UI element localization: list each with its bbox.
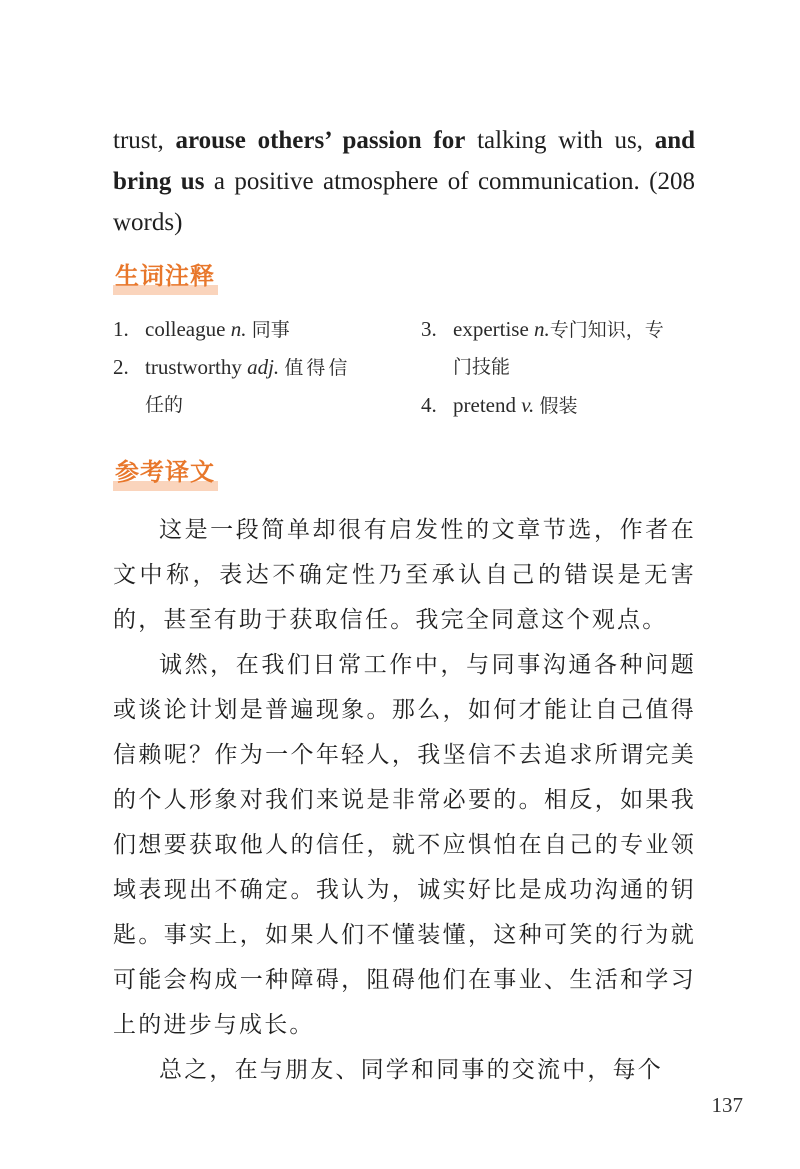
vocab-word: trustworthy — [145, 355, 242, 379]
page-number: 137 — [711, 1093, 743, 1117]
translation-text — [113, 508, 696, 1093]
vocab-word: expertise — [453, 317, 529, 341]
vocab-number: 2. — [113, 355, 129, 379]
vocab-pos: adj. — [247, 355, 280, 379]
translation-paragraph-2: 诚然，在我们日常工作中，与同事沟通各种问题或谈论计划是普遍现象。那么，如何才能让自己值得信赖呢？作为一个年轻人，我坚信不去追求所谓完美的个人形象对我们来说是非常必要的。相反，如果我们想要获取他人的信任，就不应惧怕在自己的专业领域表现出不确定。我认为，诚实好比是成功沟通的钥匙。事实上，如果人们不懂装懂，这种可笑的行为就可能会构成一种障碍，阻碍他们在事业、生活和学习上的进步与成长。 — [113, 652, 696, 1038]
bold-phrase: arouse others’ passion for — [175, 127, 466, 154]
vocab-heading: 生词注释 — [113, 256, 218, 295]
english-paragraph — [113, 120, 695, 243]
vocab-meaning: 值得信 — [284, 357, 351, 379]
vocab-meaning-cont: 任的 — [145, 394, 184, 416]
vocab-number: 4. — [421, 393, 437, 417]
vocab-pos: n. — [534, 317, 550, 341]
vocab-word: pretend — [453, 393, 516, 417]
translation-paragraph-1: 这是一段简单却很有启发性的文章节选，作者在文中称，表达不确定性乃至承认自己的错误是无害的，甚至有助于获取信任。我完全同意这个观点。 — [113, 517, 696, 633]
vocab-number: 1. — [113, 317, 129, 341]
vocab-pos: v. — [521, 393, 535, 417]
vocab-meaning: 同事 — [251, 319, 290, 341]
translation-paragraph-3: 总之，在与朋友、同学和同事的交流中，每个 — [159, 1057, 663, 1083]
vocab-number: 3. — [421, 317, 437, 341]
vocab-meaning: 假装 — [539, 395, 578, 417]
vocab-item-expertise — [421, 311, 664, 385]
vocab-meaning-cont: 门技能 — [453, 356, 511, 378]
vocab-item-colleague — [113, 311, 290, 348]
vocab-word: colleague — [145, 317, 226, 341]
vocab-item-pretend — [421, 387, 578, 424]
translation-heading: 参考译文 — [113, 452, 218, 491]
text-segment: a positive atmosphere of communication. (208 words) — [113, 168, 696, 236]
vocab-pos: n. — [230, 317, 247, 341]
text-segment: talking with us, — [465, 127, 655, 154]
vocab-item-trustworthy — [113, 349, 350, 423]
vocab-meaning: 专门知识，专 — [549, 319, 664, 341]
text-segment: trust, — [113, 127, 176, 154]
bold-phrase: and bring us — [113, 127, 695, 195]
